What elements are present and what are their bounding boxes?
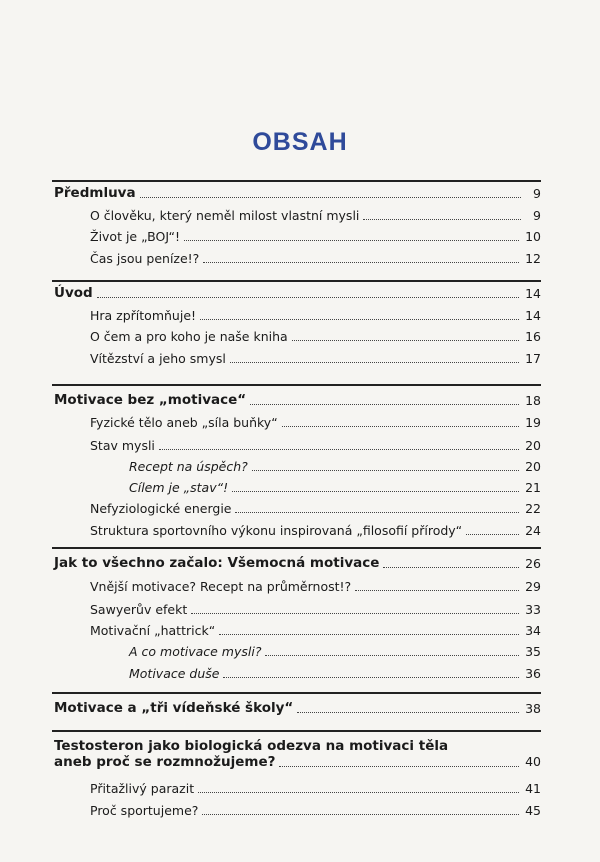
toc-entry[interactable] <box>90 781 541 796</box>
page-number: 38 <box>525 701 541 716</box>
dot-leader <box>279 766 519 767</box>
page-number: 41 <box>525 781 541 796</box>
dot-leader <box>292 340 519 341</box>
dot-leader <box>250 404 519 405</box>
chapter-title-line1: Testosteron jako biologická odezva na motivaci těla <box>54 738 449 754</box>
dot-leader <box>383 567 519 568</box>
dot-leader <box>230 362 519 363</box>
dot-leader <box>363 219 521 220</box>
entry-title: Fyzické tělo aneb „síla buňky“ <box>90 415 278 430</box>
section-rule <box>52 180 541 182</box>
dot-leader <box>223 677 519 678</box>
entry-title: Vítězství a jeho smysl <box>90 351 226 366</box>
toc-chapter[interactable] <box>54 186 541 201</box>
page-number: 16 <box>525 329 541 344</box>
entry-title: Čas jsou peníze!? <box>90 251 200 266</box>
toc-entry[interactable] <box>90 208 541 223</box>
toc-chapter[interactable] <box>54 286 541 301</box>
chapter-title: Motivace bez „motivace“ <box>54 392 247 408</box>
page-number: 14 <box>525 308 541 323</box>
chapter-title: Jak to všechno začalo: Všemocná motivace <box>54 555 380 571</box>
dot-leader <box>219 634 519 635</box>
page-number: 9 <box>533 208 541 223</box>
dot-leader <box>466 534 519 535</box>
toc-chapter[interactable] <box>54 393 541 408</box>
toc-entry[interactable] <box>90 438 541 453</box>
toc-entry[interactable] <box>90 251 541 266</box>
entry-title: Motivační „hattrick“ <box>90 623 216 638</box>
page-number: 17 <box>525 351 541 366</box>
section-rule <box>52 384 541 386</box>
dot-leader <box>355 590 519 591</box>
toc-entry[interactable] <box>90 579 541 594</box>
page-number: 35 <box>525 644 541 659</box>
page-number: 33 <box>525 602 541 617</box>
page-number: 18 <box>525 393 541 408</box>
page-number: 12 <box>525 251 541 266</box>
toc-entry[interactable] <box>90 415 541 430</box>
page-number: 36 <box>525 666 541 681</box>
toc-entry[interactable] <box>90 523 541 538</box>
dot-leader <box>203 262 519 263</box>
toc-entry[interactable] <box>90 351 541 366</box>
toc-entry[interactable] <box>90 229 541 244</box>
toc-subentry[interactable] <box>129 480 541 495</box>
entry-title: Motivace duše <box>129 666 220 681</box>
dot-leader <box>265 655 519 656</box>
chapter-title: Motivace a „tři vídeňské školy“ <box>54 700 294 716</box>
entry-title: Proč sportujeme? <box>90 803 199 818</box>
page-number: 34 <box>525 623 541 638</box>
dot-leader <box>97 297 519 298</box>
entry-title: O čem a pro koho je naše kniha <box>90 329 288 344</box>
toc-subentry[interactable] <box>129 666 541 681</box>
page-number: 9 <box>533 186 541 201</box>
entry-title: A co motivace mysli? <box>129 644 262 659</box>
toc-entry[interactable] <box>90 308 541 323</box>
section-rule <box>52 730 541 732</box>
toc-chapter[interactable] <box>54 556 541 571</box>
dot-leader <box>200 319 519 320</box>
toc-chapter[interactable] <box>54 738 541 770</box>
entry-title: O člověku, který neměl milost vlastní mysli <box>90 208 360 223</box>
page-number: 14 <box>525 286 541 301</box>
dot-leader <box>282 426 519 427</box>
toc-entry[interactable] <box>90 329 541 344</box>
entry-title: Přitažlivý parazit <box>90 781 195 796</box>
chapter-title: Předmluva <box>54 185 136 201</box>
dot-leader <box>297 712 519 713</box>
page-number: 40 <box>525 754 541 769</box>
entry-title: Sawyerův efekt <box>90 602 188 617</box>
toc-entry[interactable] <box>90 623 541 638</box>
entry-title: Stav mysli <box>90 438 155 453</box>
entry-title: Život je „BOJ“! <box>90 229 181 244</box>
page-number: 20 <box>525 438 541 453</box>
page-number: 22 <box>525 501 541 516</box>
section-rule <box>52 692 541 694</box>
section-rule <box>52 547 541 549</box>
dot-leader <box>235 512 519 513</box>
dot-leader <box>252 470 519 471</box>
entry-title: Hra zpřítomňuje! <box>90 308 197 323</box>
dot-leader <box>159 449 519 450</box>
page-number: 10 <box>525 229 541 244</box>
entry-title: Nefyziologické energie <box>90 501 232 516</box>
chapter-title-line2-row <box>54 754 541 770</box>
entry-title: Vnější motivace? Recept na průměrnost!? <box>90 579 352 594</box>
dot-leader <box>232 491 519 492</box>
chapter-title-line2: aneb proč se rozmnožujeme? <box>54 754 276 770</box>
section-rule <box>52 280 541 282</box>
toc-entry[interactable] <box>90 803 541 818</box>
page-number: 29 <box>525 579 541 594</box>
entry-title: Struktura sportovního výkonu inspirovaná „filosofií přírody“ <box>90 523 463 538</box>
page-number: 20 <box>525 459 541 474</box>
toc-entry[interactable] <box>90 602 541 617</box>
page-title: OBSAH <box>252 128 348 156</box>
dot-leader <box>191 613 519 614</box>
dot-leader <box>198 792 519 793</box>
page-number: 26 <box>525 556 541 571</box>
page-number: 45 <box>525 803 541 818</box>
page-number: 21 <box>525 480 541 495</box>
toc-subentry[interactable] <box>129 644 541 659</box>
entry-title: Cílem je „stav“! <box>129 480 229 495</box>
dot-leader <box>184 240 519 241</box>
dot-leader <box>140 197 521 198</box>
chapter-title: Úvod <box>54 285 93 301</box>
page-number: 24 <box>525 523 541 538</box>
toc-chapter[interactable] <box>54 701 541 716</box>
toc-entry[interactable] <box>90 501 541 516</box>
page-number: 19 <box>525 415 541 430</box>
entry-title: Recept na úspěch? <box>129 459 248 474</box>
toc-subentry[interactable] <box>129 459 541 474</box>
dot-leader <box>202 814 519 815</box>
